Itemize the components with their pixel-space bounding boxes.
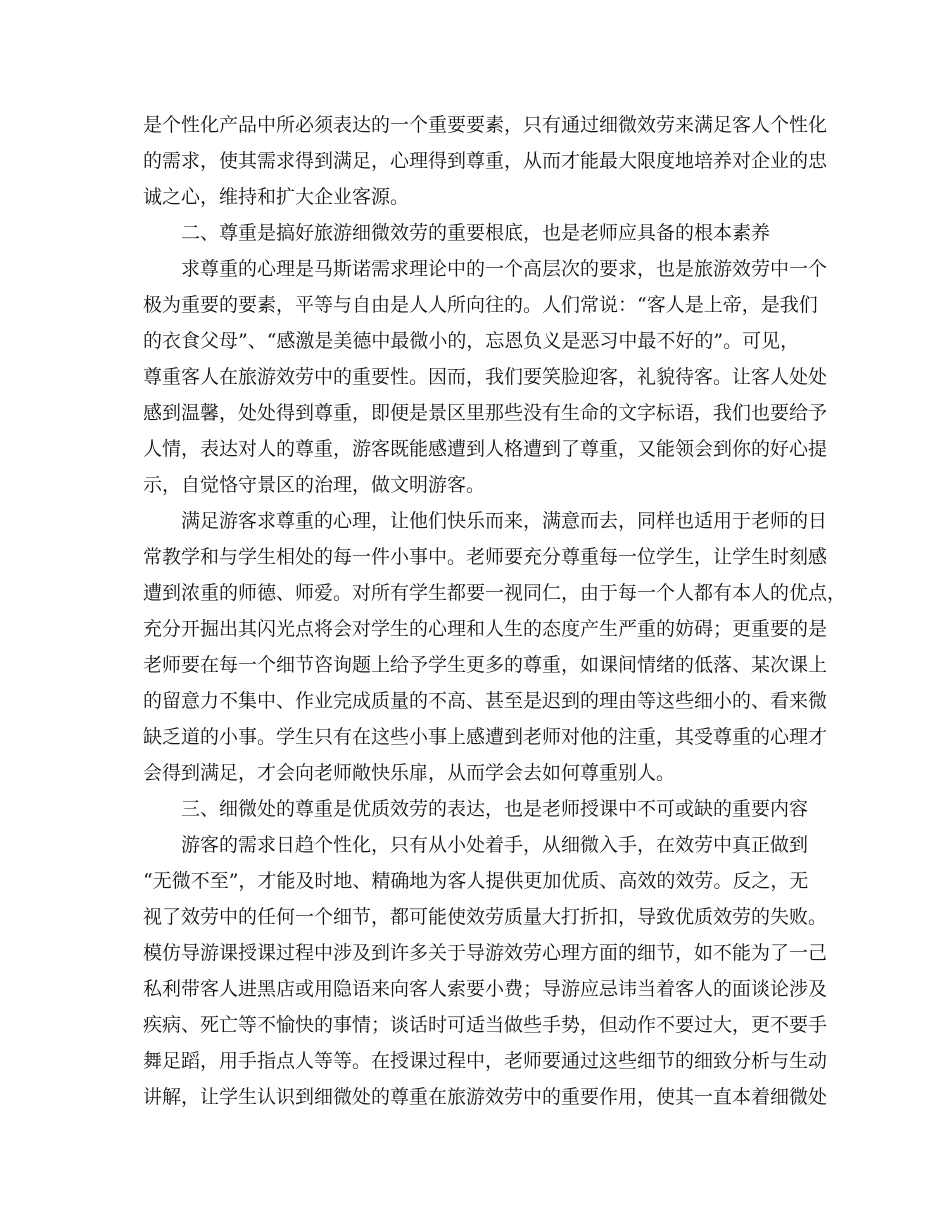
text-line: 示，自觉恪守景区的治理，做文明游客。 [143,474,486,496]
text-line: 缺乏道的小事。学生只有在这些小事上感遭到老师对他的注重，其受尊重的心理才 [143,726,828,748]
section-heading: 二、尊重是搞好旅游细微效劳的重要根底，也是老师应具备的根本素养 [181,222,771,244]
text-line: 游客的需求日趋个性化，只有从小处着手，从细微入手，在效劳中真正做到 [181,834,809,856]
text-line: 私利带客人进黑店或用隐语来向客人索要小费；导游应忌讳当着客人的面谈论涉及 [143,978,828,1000]
text-line: 满足游客求尊重的心理，让他们快乐而来，满意而去，同样也适用于老师的日 [181,510,828,532]
text-line: 的衣食父母”、“感激是美德中最微小的，忘恩负义是恶习中最不好的”。可见， [143,330,800,352]
text-line: 疾病、死亡等不愉快的事情；谈话时可适当做些手势，但动作不要过大，更不要手 [143,1014,828,1036]
text-line: 人情，表达对人的尊重，游客既能感遭到人格遭到了尊重，又能领会到你的好心提 [143,438,828,460]
text-line: 极为重要的要素，平等与自由是人人所向往的。人们常说：“客人是上帝，是我们 [143,294,818,316]
section-heading: 三、细微处的尊重是优质效劳的表达，也是老师授课中不可或缺的重要内容 [181,798,809,820]
text-line: 充分开掘出其闪光点将会对学生的心理和人生的态度产生严重的妨碍；更重要的是 [143,618,828,640]
text-line: “无微不至”，才能及时地、精确地为客人提供更加优质、高效的效劳。反之，无 [143,870,809,892]
text-line: 是个性化产品中所必须表达的一个重要要素，只有通过细微效劳来满足客人个性化 [143,114,828,136]
text-line: 诚之心，维持和扩大企业客源。 [143,186,410,208]
text-line: 的留意力不集中、作业完成质量的不高、甚至是迟到的理由等这些细小的、看来微 [143,690,828,712]
text-line: 感到温馨，处处得到尊重，即便是景区里那些没有生命的文字标语，我们也要给予 [143,402,828,424]
text-line: 模仿导游课授课过程中涉及到许多关于导游效劳心理方面的细节，如不能为了一己 [143,942,828,964]
text-line: 求尊重的心理是马斯诺需求理论中的一个高层次的要求，也是旅游效劳中一个 [181,258,828,280]
text-line: 会得到满足，才会向老师敞快乐扉，从而学会去如何尊重别人。 [143,762,676,784]
text-line: 常教学和与学生相处的每一件小事中。老师要充分尊重每一位学生，让学生时刻感 [143,546,828,568]
text-line: 视了效劳中的任何一个细节，都可能使效劳质量大打折扣，导致优质效劳的失败。 [143,906,828,928]
text-line: 老师要在每一个细节咨询题上给予学生更多的尊重，如课间情绪的低落、某次课上 [143,654,828,676]
text-line: 舞足蹈，用手指点人等等。在授课过程中，老师要通过这些细节的细致分析与生动 [143,1050,828,1072]
text-line: 尊重客人在旅游效劳中的重要性。因而，我们要笑脸迎客，礼貌待客。让客人处处 [143,366,828,388]
text-line: 遭到浓重的师德、师爱。对所有学生都要一视同仁，由于每一个人都有本人的优点， [143,582,847,604]
text-line: 的需求，使其需求得到满足，心理得到尊重，从而才能最大限度地培养对企业的忠 [143,150,828,172]
text-line: 讲解，让学生认识到细微处的尊重在旅游效劳中的重要作用，使其一直本着细微处 [143,1086,828,1108]
